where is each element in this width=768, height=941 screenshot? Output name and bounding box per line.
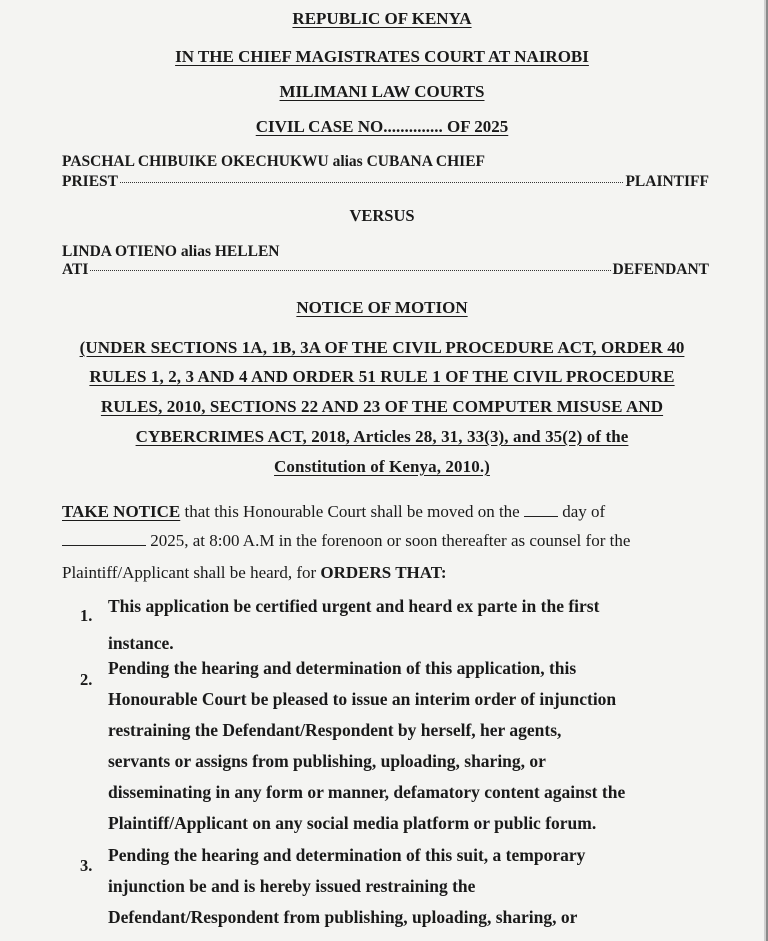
defendant-row	[62, 262, 709, 278]
day-blank	[524, 516, 558, 517]
defendant-dots	[90, 270, 610, 271]
take-notice-line-2	[62, 532, 630, 549]
plaintiff-dots	[120, 182, 623, 183]
notice-title: NOTICE OF MOTION	[296, 298, 468, 317]
order-3-line-2: injunction be and is hereby issued restraining the	[108, 876, 476, 896]
order-1-number: 1.	[80, 606, 93, 625]
under-sections-line-1: (UNDER SECTIONS 1A, 1B, 3A OF THE CIVIL PROCEDURE ACT, ORDER 40	[79, 338, 685, 357]
plaintiff-name: PASCHAL CHIBUIKE OKECHUKWU alias CUBANA CHIEF	[62, 153, 486, 170]
take-notice-day-of: day of	[557, 502, 606, 521]
order-2-number: 2.	[80, 670, 93, 689]
plaintiff-role: PLAINTIFF	[625, 173, 709, 190]
order-1-line-1: This application be certified urgent and heard ex parte in the first	[108, 596, 600, 616]
orders-that-label: ORDERS THAT:	[320, 563, 447, 582]
defendant-role: DEFENDANT	[612, 261, 709, 278]
order-2-line-1: Pending the hearing and determination of this application, this	[108, 658, 577, 678]
order-2-line-5: disseminating in any form or manner, defamatory content against the	[108, 782, 626, 802]
take-notice-text-2: 2025, at 8:00 A.M in the forenoon or soon thereafter as counsel for the	[146, 531, 631, 550]
take-notice-text-3: Plaintiff/Applicant shall be heard, for	[62, 563, 321, 582]
under-sections-line-4: CYBERCRIMES ACT, 2018, Articles 28, 31, 33(3), and 35(2) of the	[135, 427, 629, 446]
location-heading: MILIMANI LAW COURTS	[279, 82, 485, 101]
plaintiff-row	[62, 174, 709, 190]
versus-label: VERSUS	[349, 206, 415, 225]
under-sections-line-3: RULES, 2010, SECTIONS 22 AND 23 OF THE COMPUTER MISUSE AND	[100, 397, 664, 416]
order-1-line-2: instance.	[108, 633, 174, 653]
take-notice-text-1: that this Honourable Court shall be moved on the	[180, 502, 520, 521]
under-sections-line-2: RULES 1, 2, 3 AND 4 AND ORDER 51 RULE 1 OF THE CIVIL PROCEDURE	[89, 367, 675, 386]
court-heading: IN THE CHIEF MAGISTRATES COURT AT NAIROBI	[175, 47, 589, 66]
month-blank	[62, 545, 146, 546]
take-notice-line-1	[62, 503, 605, 520]
take-notice-lead: TAKE NOTICE	[62, 502, 181, 521]
order-3-line-1: Pending the hearing and determination of this suit, a temporary	[108, 845, 586, 865]
under-sections-line-5: Constitution of Kenya, 2010.)	[274, 457, 490, 476]
defendant-name-continued: ATI	[62, 261, 89, 278]
order-2-line-2: Honourable Court be pleased to issue an interim order of injunction	[108, 689, 617, 709]
plaintiff-name-continued: PRIEST	[62, 173, 118, 190]
take-notice-line-3	[62, 564, 447, 581]
order-3-line-3: Defendant/Respondent from publishing, uploading, sharing, or	[108, 907, 578, 927]
order-2-line-6: Plaintiff/Applicant on any social media platform or public forum.	[108, 813, 597, 833]
defendant-name: LINDA OTIENO alias HELLEN	[62, 243, 280, 260]
order-2-line-3: restraining the Defendant/Respondent by herself, her agents,	[108, 720, 562, 740]
republic-heading: REPUBLIC OF KENYA	[292, 9, 472, 28]
case-number: CIVIL CASE NO.............. OF 2025	[255, 117, 509, 136]
order-2-line-4: servants or assigns from publishing, uploading, sharing, or	[108, 751, 546, 771]
order-3-number: 3.	[80, 856, 93, 875]
